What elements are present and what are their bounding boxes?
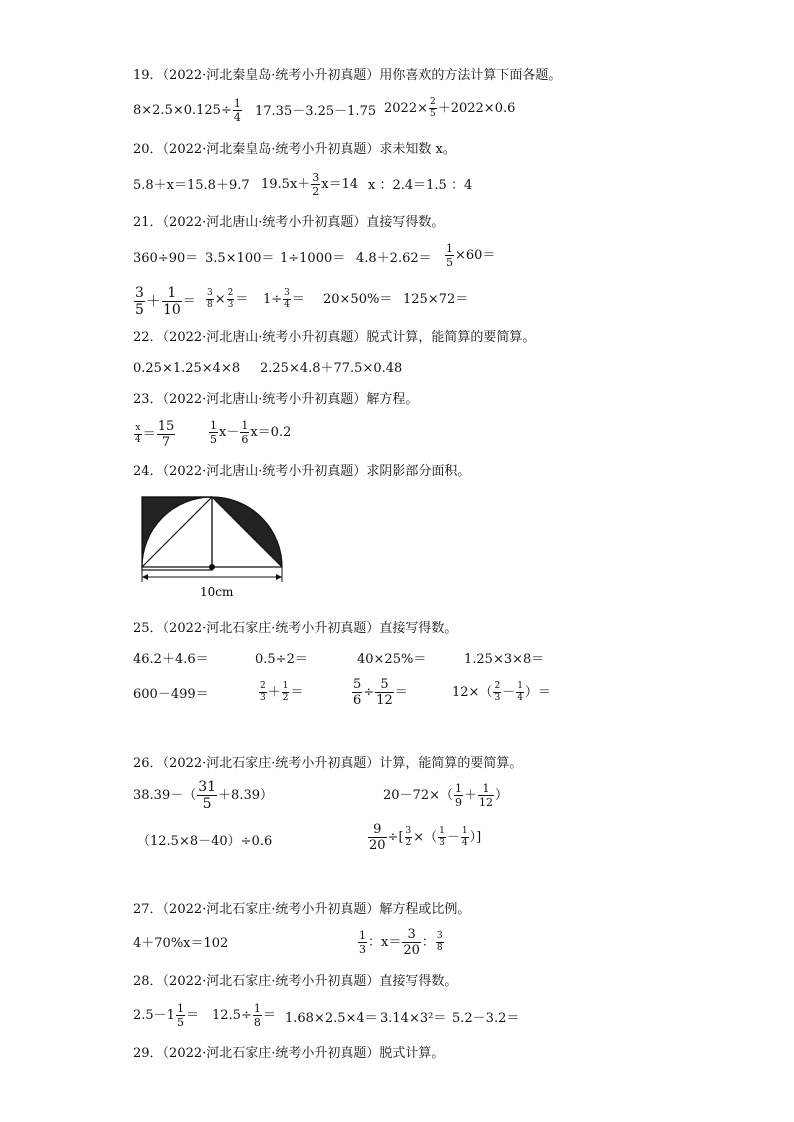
- q25-item-8: 12×（ $\frac{2}{3}$ － $\frac{1}{4}$ ）＝: [452, 681, 551, 703]
- q21-title: 21．（2022·河北唐山·统考小升初真题）直接写得数。: [133, 215, 445, 230]
- q21-item-7: $\frac{3}{8}$ × $\frac{2}{3}$ ＝: [207, 288, 249, 310]
- fraction: $\frac{1}{4}$: [461, 826, 468, 848]
- q21-item-2: 3.5×100＝: [205, 251, 275, 266]
- fraction: $\frac{15}{7}$: [157, 419, 175, 450]
- fraction: $\frac{1}{9}$: [454, 782, 462, 809]
- fraction: $\frac{1}{6}$: [241, 419, 249, 446]
- fraction: $\frac{5}{6}$: [353, 677, 362, 708]
- fraction: $\frac{3}{2}$: [312, 171, 320, 198]
- q29-title: 29．（2022·河北石家庄·统考小升初真题）脱式计算。: [133, 1046, 445, 1061]
- fraction: $\frac{3}{8}$: [207, 288, 213, 310]
- q26-title: 26．（2022·河北石家庄·统考小升初真题）计算，能简算的要简算。: [133, 756, 523, 771]
- q25-item-6: $\frac{2}{3}$ ＋ $\frac{1}{2}$ ＝: [260, 681, 304, 703]
- fraction: $\frac{2}{3}$: [260, 681, 266, 703]
- fraction: $\frac{1}{10}$: [162, 285, 181, 318]
- q21-item-6: $\frac{3}{5}$ ＋ $\frac{1}{10}$ ＝: [135, 285, 196, 318]
- q25-title: 25．（2022·河北石家庄·统考小升初真题）直接写得数。: [133, 621, 458, 636]
- fraction: $\frac{1}{5}$: [176, 1002, 184, 1029]
- q22-expr-1: 0.25×1.25×4×8: [133, 361, 241, 376]
- q28-item-4: 3.14×3²＝: [380, 1011, 447, 1026]
- q23-expr-1: $\frac{x}{4}$ ＝ $\frac{15}{7}$: [135, 419, 175, 450]
- fraction: $\frac{2}{3}$: [227, 288, 234, 310]
- q25-item-4: 1.25×3×8＝: [464, 652, 545, 667]
- fraction: $\frac{3}{8}$: [436, 931, 443, 953]
- q24-figure: [136, 494, 296, 604]
- q24-title: 24．（2022·河北唐山·统考小升初真题）求阴影部分面积。: [133, 464, 471, 479]
- fraction: $\frac{3}{2}$: [405, 826, 412, 848]
- dimension-label: 10cm: [200, 585, 234, 599]
- q25-item-7: $\frac{5}{6}$ ÷ $\frac{5}{12}$ ＝: [353, 677, 408, 708]
- q21-item-10: 125×72＝: [403, 292, 469, 307]
- q26-expr-3: （12.5×8－40）÷0.6: [137, 834, 273, 849]
- fraction: $\frac{3}{5}$: [135, 285, 144, 318]
- q19-expr-3: 2022× $\frac{2}{5}$ ＋2022×0.6: [384, 97, 516, 119]
- fraction: $\frac{1}{4}$: [517, 681, 523, 703]
- q21-item-4: 4.8＋2.62＝: [356, 251, 432, 266]
- fraction: $\frac{1}{2}$: [282, 681, 289, 703]
- fraction: $\frac{3}{4}$: [284, 288, 290, 310]
- arrow-left-icon: [142, 574, 148, 580]
- q28-item-1: 2.5－1 $\frac{1}{5}$ ＝: [133, 1002, 199, 1029]
- q20-title: 20．（2022·河北秦皇岛·统考小升初真题）求未知数 x。: [133, 142, 456, 157]
- center-point: [209, 564, 215, 570]
- q21-item-8: 1÷ $\frac{3}{4}$ ＝: [263, 288, 305, 310]
- q21-item-1: 360÷90＝: [133, 251, 199, 266]
- q19-expr-2: 17.35－3.25－1.75: [255, 104, 377, 119]
- q25-item-5: 600－499＝: [133, 687, 209, 702]
- q26-expr-4: $\frac{9}{20}$ ÷[ $\frac{3}{2}$ ×（ $\frac{1}{3}$ － $\frac{1}{4}$ ）]: [369, 822, 482, 853]
- q21-item-3: 1÷1000＝: [280, 251, 346, 266]
- fraction: $\frac{1}{12}$: [479, 782, 493, 809]
- q26-expr-2: 20－72×（ $\frac{1}{9}$ ＋ $\frac{1}{12}$ ）: [383, 782, 509, 809]
- q19-title: 19．（2022·河北秦皇岛·统考小升初真题）用你喜欢的方法计算下面各题。: [133, 68, 562, 83]
- q28-title: 28．（2022·河北石家庄·统考小升初真题）直接写得数。: [133, 974, 458, 989]
- q23-title: 23．（2022·河北唐山·统考小升初真题）解方程。: [133, 392, 419, 407]
- q25-item-3: 40×25%＝: [357, 652, 427, 667]
- arrow-right-icon: [276, 574, 282, 580]
- q28-item-5: 5.2－3.2＝: [452, 1011, 520, 1026]
- q25-item-1: 46.2＋4.6＝: [133, 652, 209, 667]
- q19-expr-1-text: 8×2.5×0.125÷: [133, 103, 232, 118]
- fraction: $\frac{1}{4}$: [233, 97, 241, 124]
- q20-expr-3: x ：2.4＝1.5 ：4: [368, 178, 473, 193]
- q19-expr-1: [133, 98, 243, 123]
- q25-item-2: 0.5÷2＝: [255, 652, 308, 667]
- fraction: $\frac{2}{3}$: [494, 681, 501, 703]
- q22-expr-2: 2.25×4.8＋77.5×0.48: [260, 361, 403, 376]
- fraction: $\frac{1}{3}$: [359, 929, 366, 956]
- q21-item-9: 20×50%＝: [323, 292, 393, 307]
- fraction: $\frac{2}{5}$: [429, 97, 436, 119]
- q27-expr-2: $\frac{1}{3}$ ：x＝ $\frac{3}{20}$ ： $\frac{3}{8}$: [359, 927, 443, 958]
- q20-expr-2: 19.5x＋ $\frac{3}{2}$ x＝14: [261, 171, 359, 198]
- q27-title: 27．（2022·河北石家庄·统考小升初真题）解方程或比例。: [133, 902, 471, 917]
- fraction: $\frac{1}{5}$: [446, 242, 453, 269]
- q22-title: 22．（2022·河北唐山·统考小升初真题）脱式计算，能简算的要简算。: [133, 330, 536, 345]
- fraction: $\frac{x}{4}$: [135, 423, 141, 445]
- q28-item-2: 12.5÷ $\frac{1}{8}$ ＝: [212, 1002, 276, 1029]
- q26-expr-1: 38.39－（ $\frac{31}{5}$ ＋8.39）: [133, 779, 273, 812]
- q20-expr-1: 5.8＋x＝15.8＋9.7: [133, 178, 250, 193]
- fraction: $\frac{31}{5}$: [198, 779, 217, 812]
- fraction: $\frac{1}{8}$: [253, 1002, 261, 1029]
- fraction: $\frac{9}{20}$: [369, 822, 386, 853]
- fraction: $\frac{1}{3}$: [439, 826, 445, 848]
- fraction: $\frac{1}{5}$: [210, 419, 217, 446]
- fraction: $\frac{3}{20}$: [403, 927, 420, 958]
- q27-expr-1: 4＋70%x＝102: [133, 936, 229, 951]
- fraction: $\frac{5}{12}$: [376, 677, 393, 708]
- q23-expr-2: $\frac{1}{5}$ x－ $\frac{1}{6}$ x＝0.2: [210, 419, 292, 446]
- q28-item-3: 1.68×2.5×4＝: [285, 1011, 378, 1026]
- q21-item-5: $\frac{1}{5}$ ×60＝: [446, 242, 496, 269]
